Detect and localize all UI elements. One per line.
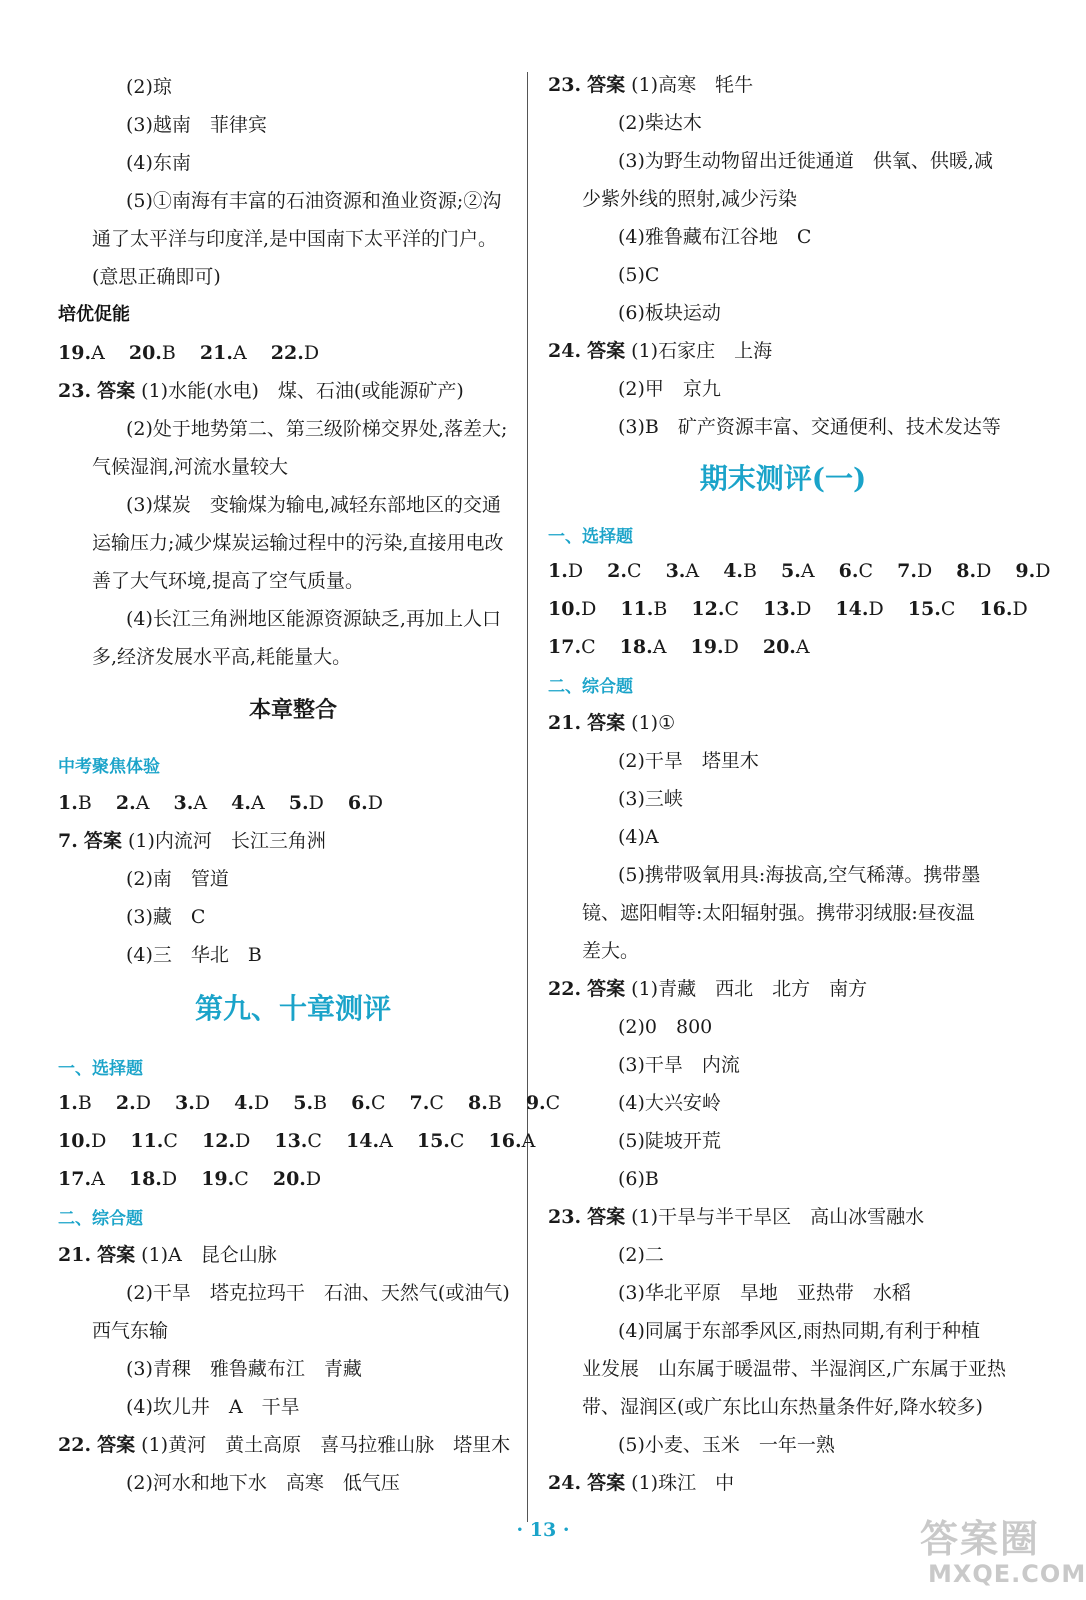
text-line: 多,经济发展水平高,耗能量大。 — [92, 646, 352, 668]
text-line: 少紫外线的照射,减少污染 — [582, 188, 798, 210]
text-line: 差大。 — [582, 940, 640, 962]
answer-line: 23. 答案 (1)干旱与半干旱区 高山冰雪融水 — [548, 1206, 925, 1228]
text-line: (4)雅鲁藏布江谷地 C — [618, 226, 812, 248]
text-line: (3)青稞 雅鲁藏布江 青藏 — [126, 1358, 362, 1380]
question-number: 20. — [128, 342, 162, 364]
text-line: (3)三峡 — [618, 788, 683, 810]
text-line: (3)煤炭 变输煤为输电,减轻东部地区的交通 — [126, 494, 501, 516]
text-line: (5)①南海有丰富的石油资源和渔业资源;②沟 — [126, 190, 502, 212]
question-number: 21. — [199, 342, 233, 364]
answer-letter: A — [91, 342, 105, 364]
column-divider — [527, 72, 528, 1522]
section-heading: 中考聚焦体验 — [58, 757, 160, 777]
text-line: (4)三 华北 B — [126, 944, 262, 966]
chapter-title: 第九、十章测评 — [194, 992, 391, 1025]
answer-letter: A — [232, 342, 247, 364]
text-line: (2)干旱 塔克拉玛干 石油、天然气(或油气) — [126, 1282, 510, 1304]
section-heading: 一、选择题 — [58, 1059, 143, 1079]
text-line: (3)藏 C — [126, 906, 206, 928]
section-heading: 二、综合题 — [58, 1209, 143, 1229]
text-line: (4)同属于东部季风区,雨热同期,有利于种植 — [618, 1320, 980, 1342]
chapter-title: 期末测评(一) — [699, 462, 867, 495]
text-line: 带、湿润区(或广东比山东热量条件好,降水较多) — [582, 1396, 983, 1418]
text-line: 通了太平洋与印度洋,是中国南下太平洋的门户。 — [92, 228, 498, 250]
text-line: (4)A — [618, 826, 659, 848]
text-line: (6)板块运动 — [618, 302, 721, 324]
text-line: (3)华北平原 旱地 亚热带 水稻 — [618, 1282, 911, 1304]
text-line: (4)长江三角洲地区能源资源缺乏,再加上人口 — [126, 608, 501, 630]
text-line: 业发展 山东属于暖温带、半湿润区,广东属于亚热 — [582, 1358, 1007, 1380]
text-line: (2)干旱 塔里木 — [618, 750, 759, 772]
mc-answer-row: 10.D 11.B 12.C 13.D 14.D 15.C 16.D — [548, 598, 1028, 620]
mc-answer-row: 1.B 2.D 3.D 4.D 5.B 6.C 7.C 8.B 9.C — [58, 1092, 561, 1114]
text-line: (2)河水和地下水 高寒 低气压 — [126, 1472, 400, 1494]
watermark-logo — [920, 1508, 1086, 1596]
text-line: (6)B — [618, 1168, 659, 1190]
text-line: 运输压力;减少煤炭运输过程中的污染,直接用电改 — [92, 532, 504, 554]
answer-line: 22. 答案 (1)黄河 黄土高原 喜马拉雅山脉 塔里木 — [58, 1434, 511, 1456]
answer-line: 7. 答案 (1)内流河 长江三角洲 — [58, 830, 326, 852]
page-number: · 13 · — [516, 1519, 570, 1541]
text-line: (2)处于地势第二、第三级阶梯交界处,落差大; — [126, 418, 508, 440]
text-line: 镜、遮阳帽等:太阳辐射强。携带羽绒服:昼夜温 — [582, 902, 975, 924]
text-line: (4)大兴安岭 — [618, 1092, 721, 1114]
text-line: (5)小麦、玉米 一年一熟 — [618, 1434, 835, 1456]
answer-label: 答案 — [97, 380, 136, 402]
text-line: 西气东输 — [92, 1320, 169, 1342]
mc-answer-row: 17.A 18.D 19.C 20.D — [58, 1168, 322, 1190]
text-line: (2)琼 — [126, 76, 172, 98]
text-line: (3)B 矿产资源丰富、交通便利、技术发达等 — [618, 416, 1001, 438]
mc-answer-row: 17.C 18.A 19.D 20.A — [548, 636, 810, 658]
mc-answer-row: 1.B 2.A 3.A 4.A 5.D 6.D — [58, 792, 383, 814]
watermark-url: MXQE.COM — [928, 1560, 1086, 1588]
text-line: 气候湿润,河流水量较大 — [92, 456, 289, 478]
text-line: (2)二 — [618, 1244, 664, 1266]
question-number: 23. — [58, 380, 92, 402]
section-heading: 培优促能 — [58, 304, 130, 325]
answer-letter: D — [303, 342, 320, 364]
answer-line: 21. 答案 (1)① — [548, 712, 676, 734]
mc-answer-row: 10.D 11.C 12.D 13.C 14.A 15.C 16.A — [58, 1130, 536, 1152]
answer-line: 22. 答案 (1)青藏 西北 北方 南方 — [548, 978, 868, 1000]
text-line: (4)坎儿井 A 干旱 — [126, 1396, 300, 1418]
text-line: (3)为野生动物留出迁徙通道 供氧、供暖,减 — [618, 150, 993, 172]
question-number: 22. — [270, 342, 304, 364]
answer-line: 23. 答案 (1)高寒 牦牛 — [548, 74, 754, 96]
text-line: (3)越南 菲律宾 — [126, 114, 267, 136]
text-line: (3)干旱 内流 — [618, 1054, 740, 1076]
answer-letter: B — [161, 342, 176, 364]
section-heading: 一、选择题 — [548, 527, 633, 547]
answer-line: 21. 答案 (1)A 昆仑山脉 — [58, 1244, 277, 1266]
text-line: (意思正确即可) — [92, 266, 221, 288]
text-line: (2)南 管道 — [126, 868, 229, 890]
text-line: (4)东南 — [126, 152, 191, 174]
text-line: (2)甲 京九 — [618, 378, 721, 400]
text-line: 善了大气环境,提高了空气质量。 — [92, 570, 365, 592]
mc-answer-row — [58, 342, 337, 364]
text-line: (5)携带吸氧用具:海拔高,空气稀薄。携带墨 — [618, 864, 981, 886]
text-line: (5)C — [618, 264, 660, 286]
section-heading: 二、综合题 — [548, 677, 633, 697]
answer-text: (1)水能(水电) 煤、石油(或能源矿产) — [141, 380, 464, 402]
text-line: (2)柴达木 — [618, 112, 702, 134]
answer-line — [58, 380, 464, 402]
text-line: (5)陡坡开荒 — [618, 1130, 721, 1152]
mc-answer-row: 1.D 2.C 3.A 4.B 5.A 6.C 7.D 8.D 9.D — [548, 560, 1051, 582]
answer-line: 24. 答案 (1)珠江 中 — [548, 1472, 735, 1494]
chapter-title: 本章整合 — [248, 698, 337, 723]
watermark-text: 答案圈 — [920, 1517, 1041, 1561]
question-number: 19. — [58, 342, 92, 364]
text-line: (2)0 800 — [618, 1016, 713, 1038]
answer-line: 24. 答案 (1)石家庄 上海 — [548, 340, 773, 362]
